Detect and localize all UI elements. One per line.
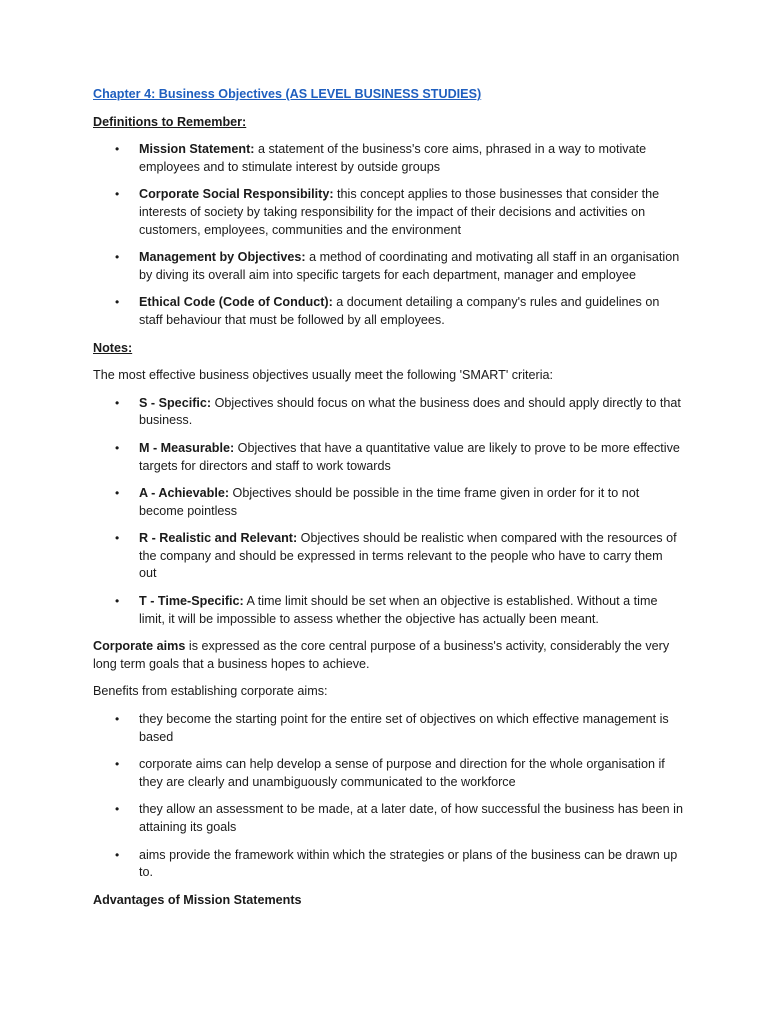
- bullet-icon: •: [115, 395, 120, 410]
- list-item: [93, 440, 683, 475]
- document-body: [93, 86, 683, 909]
- definition-text: a statement of the business's core aims, phrased in a way to motivate employees and to stimulate interest by outside groups: [139, 142, 647, 174]
- bullet-icon: •: [115, 802, 120, 817]
- bullet-icon: •: [115, 295, 120, 310]
- definition-text: a document detailing a company's rules and guidelines on staff behaviour that must be followed by all employees.: [139, 295, 660, 327]
- corporate-aims-term: Corporate aims: [93, 639, 186, 654]
- bullet-icon: •: [115, 440, 120, 455]
- benefit-text: they become the starting point for the entire set of objectives on which effective management is based: [139, 712, 669, 744]
- list-item: [93, 186, 683, 239]
- bullet-icon: •: [115, 187, 120, 202]
- benefit-text: aims provide the framework within which the strategies or plans of the business can be drawn up to.: [139, 847, 678, 880]
- smart-term: S - Specific:: [139, 395, 212, 410]
- smart-term: T - Time-Specific:: [139, 594, 244, 609]
- smart-intro: The most effective business objectives usually meet the following 'SMART' criteria:: [93, 368, 554, 383]
- smart-text: Objectives should be realistic when compared with the resources of the company and should be expressed in terms relevant to the people who have to carry them out: [139, 531, 677, 581]
- benefit-text: corporate aims can help develop a sense of purpose and direction for the whole organisation if they are clearly and unambiguously communicated to the workforce: [139, 757, 665, 789]
- bullet-icon: •: [115, 757, 120, 772]
- list-item: [93, 756, 683, 791]
- list-item: [93, 395, 683, 430]
- chapter-title-link[interactable]: Chapter 4: Business Objectives (AS LEVEL BUSINESS STUDIES): [93, 87, 482, 101]
- list-item: [93, 485, 683, 520]
- list-item: [93, 294, 683, 329]
- definition-text: a method of coordinating and motivating all staff in an organisation by diving its overall aim into specific targets for each department, manager and employee: [139, 250, 680, 282]
- definition-text: this concept applies to those businesses that consider the interests of society by taking responsibility for the impact of their decisions and activities on customers, employees, communities and the environment: [139, 187, 660, 237]
- smart-text: Objectives should focus on what the business does and should apply directly to that business.: [139, 395, 681, 428]
- corporate-aims-paragraph: [93, 638, 683, 673]
- benefits-list: [93, 711, 683, 882]
- definition-term: Corporate Social Responsibility:: [139, 187, 334, 202]
- definitions-list: [93, 141, 683, 329]
- bullet-icon: •: [115, 531, 120, 546]
- list-item: [93, 530, 683, 583]
- list-item: [93, 141, 683, 176]
- notes-heading: Notes:: [93, 340, 133, 355]
- smart-text: Objectives should be possible in the time frame given in order for it to not become pointless: [139, 486, 640, 518]
- definition-term: Ethical Code (Code of Conduct):: [139, 295, 333, 310]
- bullet-icon: •: [115, 847, 120, 862]
- bullet-icon: •: [115, 142, 120, 157]
- smart-text: Objectives that have a quantitative value are likely to prove to be more effective targets for directors and staff to work towards: [139, 440, 680, 473]
- benefit-text: they allow an assessment to be made, at a later date, of how successful the business has been in attaining its goals: [139, 802, 683, 834]
- bullet-icon: •: [115, 486, 120, 501]
- list-item: [93, 711, 683, 746]
- advantages-heading: Advantages of Mission Statements: [93, 892, 302, 907]
- smart-term: A - Achievable:: [139, 486, 230, 501]
- list-item: [93, 801, 683, 836]
- list-item: [93, 593, 683, 628]
- bullet-icon: •: [115, 594, 120, 609]
- benefits-intro: Benefits from establishing corporate aims:: [93, 684, 328, 699]
- list-item: [93, 249, 683, 284]
- definition-term: Management by Objectives:: [139, 250, 306, 265]
- definition-term: Mission Statement:: [139, 142, 255, 157]
- bullet-icon: •: [115, 250, 120, 265]
- list-item: [93, 847, 683, 882]
- corporate-aims-text: is expressed as the core central purpose of a business's activity, considerably the very long term goals that a business hopes to achieve.: [93, 639, 670, 671]
- smart-text: A time limit should be set when an objective is established. Without a time limit, it will be impossible to assess whether the objective has actually been meant.: [139, 594, 658, 626]
- bullet-icon: •: [115, 712, 120, 727]
- smart-list: [93, 395, 683, 629]
- definitions-heading: Definitions to Remember:: [93, 114, 247, 129]
- smart-term: M - Measurable:: [139, 440, 235, 455]
- smart-term: R - Realistic and Relevant:: [139, 531, 298, 546]
